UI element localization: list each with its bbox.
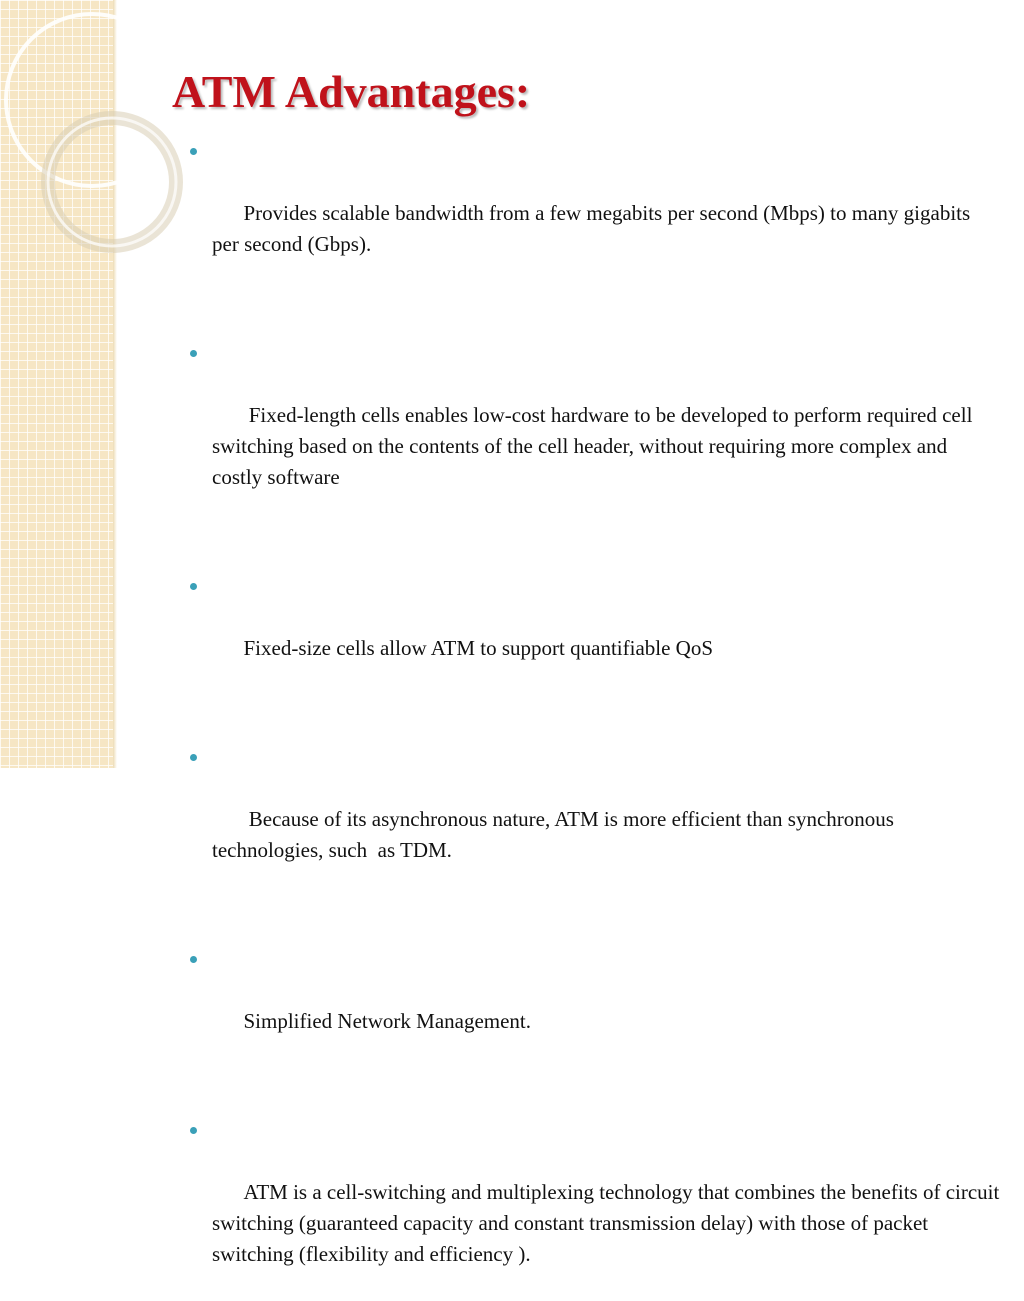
upper-ring	[6, 14, 178, 186]
bullet-item	[190, 1115, 1005, 1301]
bullet-list	[190, 136, 1005, 1301]
bullet-dot-icon	[190, 350, 197, 357]
bullet-text: Simplified Network Management.	[243, 1009, 532, 1033]
bullet-text: ATM is a cell-switching and multiplexing technology that combines the benefits of circuit switching (guaranteed capacity and constant transmission delay) with those of packet switching (flexibility and efficiency ).	[212, 1180, 1005, 1266]
bullet-dot-icon	[190, 956, 197, 963]
bullet-item	[190, 742, 1000, 897]
bullet-dot-icon	[190, 583, 197, 590]
bullet-item	[190, 944, 1000, 1068]
bullet-text: Fixed-length cells enables low-cost hardware to be developed to perform required cell switching based on the contents of the cell header, without requiring more complex and costly software	[212, 403, 978, 489]
bullet-item	[190, 338, 1000, 524]
bullet-text: Provides scalable bandwidth from a few megabits per second (Mbps) to many gigabits per second (Gbps).	[212, 201, 976, 256]
bullet-text: Because of its asynchronous nature, ATM is more efficient than synchronous technologies, such as TDM.	[212, 807, 900, 862]
slide-title: ATM Advantages:	[172, 66, 531, 117]
bullet-dot-icon	[190, 754, 197, 761]
decorative-rings	[0, 0, 160, 260]
bullet-item	[190, 571, 1000, 695]
bullet-dot-icon	[190, 1127, 197, 1134]
bullet-text: Fixed-size cells allow ATM to support quantifiable QoS	[243, 636, 714, 660]
bullet-item	[190, 136, 1000, 291]
bullet-dot-icon	[190, 148, 197, 155]
